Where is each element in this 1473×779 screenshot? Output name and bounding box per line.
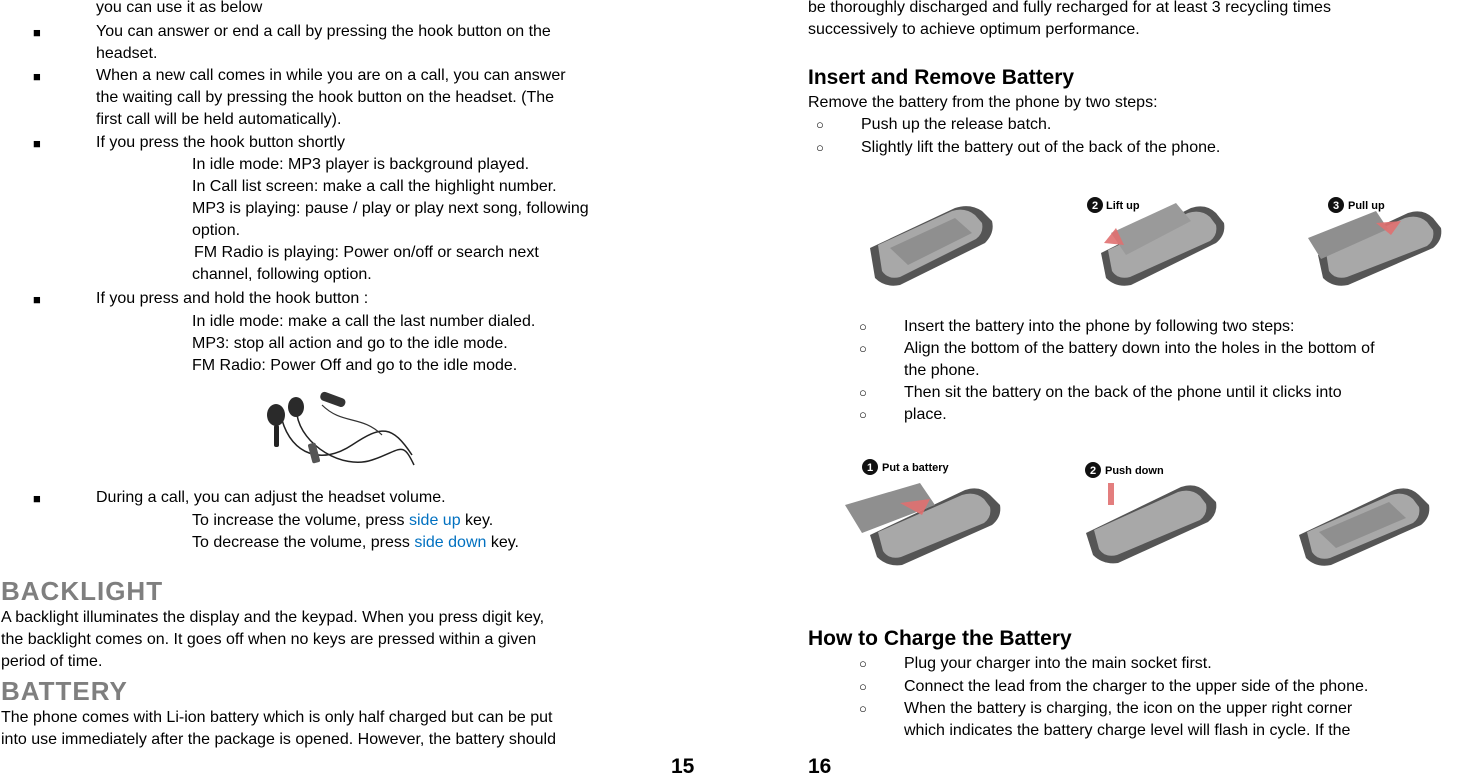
headset-illustration	[262, 385, 418, 477]
circle-bullet-icon: ○	[859, 341, 867, 356]
lift-up-figure	[1086, 193, 1231, 288]
step-2-number: 2	[1089, 465, 1097, 477]
intro-line: you can use it as below	[96, 0, 263, 16]
sub-decrease-volume	[192, 533, 519, 552]
insert-step-1-cont: the phone.	[904, 362, 980, 379]
bullet-press-shortly: If you press the hook button shortly	[96, 134, 346, 151]
phone-back-figure-1	[860, 193, 1000, 288]
insert-step-2: Then sit the battery on the back of the phone until it clicks into	[904, 384, 1342, 401]
charge-step-1: Plug your charger into the main socket first.	[904, 655, 1212, 672]
charge-step-3-cont: which indicates the battery charge level will flash in cycle. If the	[904, 722, 1351, 739]
insert-step-1: Align the bottom of the battery down into the holes in the bottom of	[904, 340, 1375, 357]
circle-bullet-icon: ○	[859, 656, 867, 671]
remove-step-1: Push up the release batch.	[861, 116, 1052, 133]
backlight-text-1: A backlight illuminates the display and the keypad. When you press digit key,	[1, 609, 545, 626]
push-down-figure	[1078, 455, 1228, 567]
square-bullet-icon: ■	[33, 491, 41, 506]
page-number-left: 15	[671, 755, 695, 778]
sub-idle-mode: In idle mode: MP3 player is background played.	[192, 156, 530, 173]
circle-bullet-icon: ○	[859, 679, 867, 694]
sub-hold-fm: FM Radio: Power Off and go to the idle mode.	[192, 357, 518, 374]
discharge-text-2: successively to achieve optimum performance.	[808, 21, 1140, 38]
side-up-key: side up	[409, 512, 461, 529]
increase-suffix: key.	[460, 512, 494, 529]
phone-back-figure-2	[1294, 470, 1449, 570]
bullet-waiting-call-cont: the waiting call by pressing the hook button on the headset. (The	[96, 89, 555, 106]
bullet-adjust-volume: During a call, you can adjust the headset volume.	[96, 489, 446, 506]
circle-bullet-icon: ○	[859, 319, 867, 334]
battery-heading: BATTERY	[1, 676, 128, 706]
insert-remove-heading: Insert and Remove Battery	[808, 66, 1075, 89]
charge-step-3: When the battery is charging, the icon on the upper right corner	[904, 700, 1353, 717]
insert-step-3: place.	[904, 406, 947, 423]
backlight-text-3: period of time.	[1, 653, 103, 670]
decrease-text: To decrease the volume, press	[192, 534, 415, 551]
side-down-key: side down	[414, 534, 487, 551]
charge-step-2: Connect the lead from the charger to the upper side of the phone.	[904, 678, 1369, 695]
sub-hold-mp3: MP3: stop all action and go to the idle mode.	[192, 335, 508, 352]
pull-up-figure	[1306, 193, 1451, 288]
circle-bullet-icon: ○	[816, 117, 824, 132]
backlight-heading: BACKLIGHT	[1, 576, 164, 606]
remove-step-2: Slightly lift the battery out of the back of the phone.	[861, 139, 1221, 156]
step-3-number: 3	[1332, 200, 1340, 212]
sub-mp3-playing: MP3 is playing: pause / play or play next song, following	[192, 200, 589, 217]
circle-bullet-icon: ○	[859, 385, 867, 400]
bullet-press-hold: If you press and hold the hook button :	[96, 290, 369, 307]
bullet-answer-end-call: You can answer or end a call by pressing the hook button on the	[96, 23, 551, 40]
sub-hold-idle: In idle mode: make a call the last number dialed.	[192, 313, 536, 330]
bullet-waiting-call: When a new call comes in while you are on a call, you can answer	[96, 67, 566, 84]
lift-up-label: Lift up	[1106, 200, 1140, 212]
put-battery-label: Put a battery	[882, 462, 949, 474]
circle-bullet-icon: ○	[859, 407, 867, 422]
sub-call-list: In Call list screen: make a call the highlight number.	[192, 178, 557, 195]
put-battery-figure	[840, 455, 1010, 567]
step-1-number: 1	[866, 462, 874, 474]
battery-text-2: into use immediately after the package is opened. However, the battery should	[1, 731, 556, 748]
insert-intro: Insert the battery into the phone by following two steps:	[904, 318, 1295, 335]
sub-fm-radio: FM Radio is playing: Power on/off or search next	[194, 244, 539, 261]
pull-up-label: Pull up	[1348, 200, 1385, 212]
page-number-right: 16	[808, 755, 832, 778]
increase-text: To increase the volume, press	[192, 512, 409, 529]
sub-fm-radio-cont: channel, following option.	[192, 266, 372, 283]
square-bullet-icon: ■	[33, 136, 41, 151]
bullet-waiting-call-cont2: first call will be held automatically).	[96, 111, 342, 128]
backlight-text-2: the backlight comes on. It goes off when no keys are pressed within a given	[1, 631, 537, 648]
discharge-text-1: be thoroughly discharged and fully recharged for at least 3 recycling times	[808, 0, 1331, 16]
square-bullet-icon: ■	[33, 69, 41, 84]
push-down-label: Push down	[1105, 465, 1164, 477]
remove-intro: Remove the battery from the phone by two steps:	[808, 94, 1158, 111]
square-bullet-icon: ■	[33, 292, 41, 307]
sub-mp3-playing-cont: option.	[192, 222, 241, 239]
circle-bullet-icon: ○	[859, 701, 867, 716]
battery-text-1: The phone comes with Li-ion battery which is only half charged but can be put	[1, 709, 553, 726]
step-2-number: 2	[1091, 200, 1099, 212]
decrease-suffix: key.	[486, 534, 519, 551]
square-bullet-icon: ■	[33, 25, 41, 40]
circle-bullet-icon: ○	[816, 140, 824, 155]
charge-heading: How to Charge the Battery	[808, 627, 1072, 650]
sub-increase-volume	[192, 511, 493, 530]
bullet-answer-end-call-cont: headset.	[96, 45, 158, 62]
